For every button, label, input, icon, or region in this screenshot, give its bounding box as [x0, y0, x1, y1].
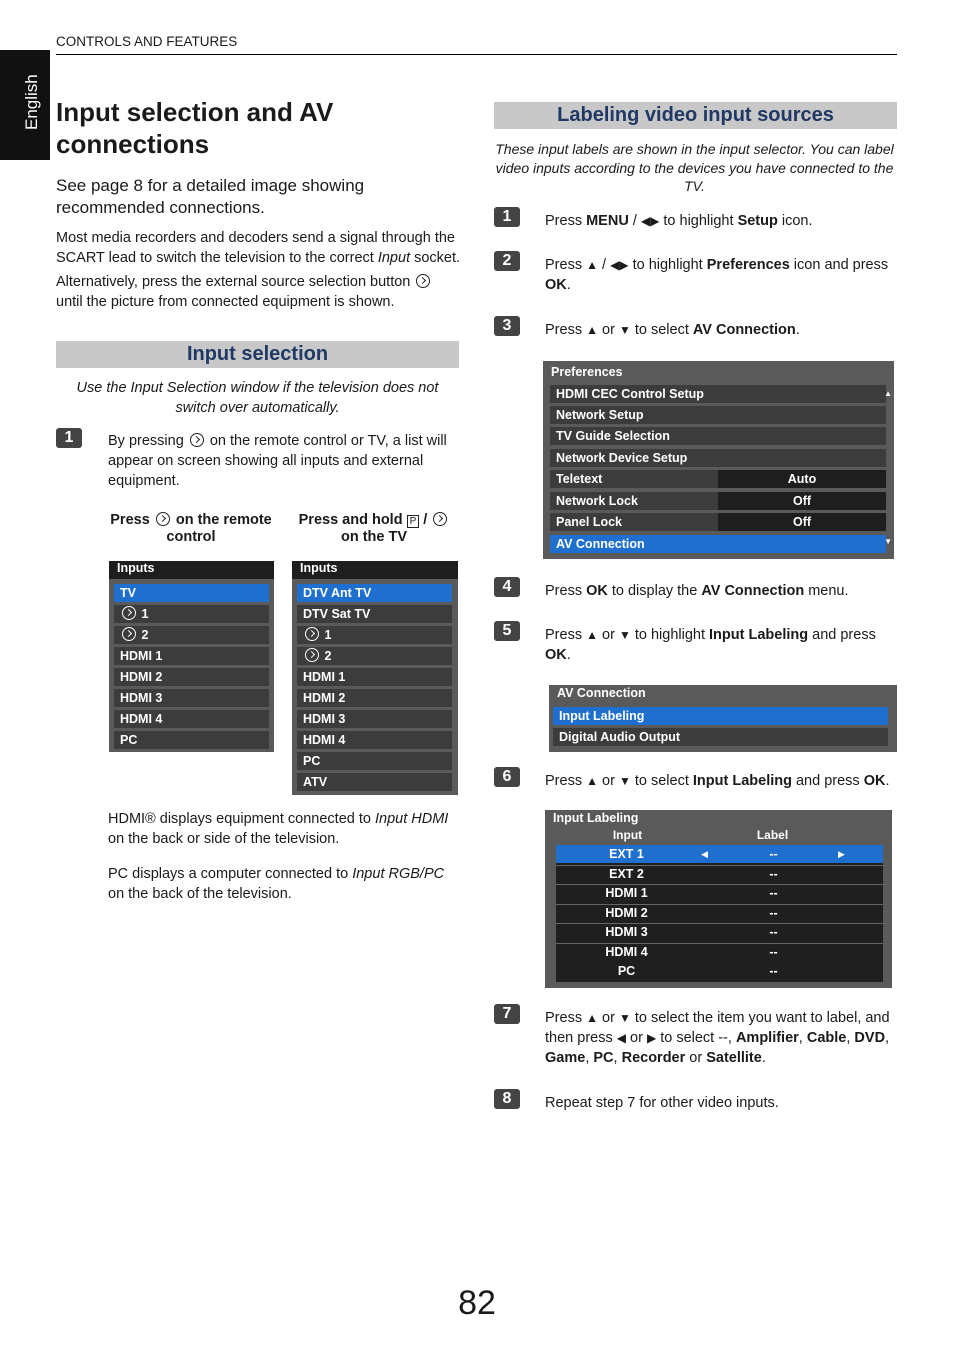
hdmi-note: HDMI® displays equipment connected to Input HDMI on the back or side of the television.	[108, 811, 449, 847]
arrow-left-icon[interactable]: ◀	[701, 849, 708, 859]
menu-item[interactable]: HDMI 4	[114, 710, 269, 728]
step-badge: 2	[494, 251, 520, 271]
scroll-down-icon[interactable]: ▼	[884, 537, 892, 546]
menu-item[interactable]: HDMI 3	[114, 689, 269, 707]
menu-title: AV Connection	[557, 686, 646, 700]
menu-item[interactable]: Network Device Setup	[550, 449, 886, 467]
step-badge: 1	[494, 207, 520, 227]
source-icon	[190, 433, 204, 447]
step-7-text: Press ▲ or ▼ to select the item you want to label, and then press ◀ or ▶ to select --, Amplifier, Cable, DVD, Game, PC, Recorder or Satellite.	[545, 1010, 890, 1066]
step-badge: 5	[494, 621, 520, 641]
menu-item[interactable]: AV Connection	[550, 535, 886, 553]
table-row[interactable]: HDMI 1 --	[556, 884, 883, 885]
tv-column-heading: Press and hold P / on the TV	[292, 512, 456, 546]
input-selection-heading: Input selection	[56, 341, 459, 368]
p-button-icon: P	[407, 515, 420, 528]
menu-item[interactable]: HDMI 1	[114, 647, 269, 665]
preferences-menu	[543, 361, 894, 559]
menu-item[interactable]: ATV	[297, 773, 452, 791]
pc-note: PC displays a computer connected to Input RGB/PC on the back of the television.	[108, 866, 445, 902]
menu-title: Preferences	[551, 365, 623, 379]
menu-item[interactable]: 1	[297, 626, 452, 644]
menu-item[interactable]: Network Lock Off	[550, 492, 886, 510]
intro-paragraph-1: Most media recorders and decoders send a signal through the SCART lead to switch the television to the correct Input socket.	[56, 230, 461, 266]
step-1-text: Press MENU / ◀▶ to highlight Setup icon.	[545, 213, 813, 229]
step-5-text: Press ▲ or ▼ to highlight Input Labeling and press OK.	[545, 627, 876, 663]
setting-value: Off	[718, 492, 886, 510]
step-badge: 8	[494, 1089, 520, 1109]
menu-item[interactable]: Teletext Auto	[550, 470, 886, 488]
menu-item[interactable]: HDMI 1	[297, 668, 452, 686]
menu-item[interactable]: HDMI 2	[297, 689, 452, 707]
inputs-menu-remote	[109, 561, 274, 752]
language-tab	[0, 50, 50, 160]
source-icon	[122, 606, 136, 620]
page-number: 82	[458, 1284, 496, 1322]
menu-item[interactable]: 2	[114, 626, 269, 644]
step-1-text: By pressing on the remote control or TV, a list will appear on screen showing all inputs and external equipment.	[108, 433, 447, 489]
table-row[interactable]: HDMI 4 --	[556, 943, 883, 944]
step-3-text: Press ▲ or ▼ to select AV Connection.	[545, 322, 800, 338]
page-title: Input selection and AV connections	[56, 97, 334, 159]
table-row[interactable]: HDMI 2 --	[556, 904, 883, 905]
lead-text: See page 8 for a detailed image showing recommended connections.	[56, 176, 365, 217]
menu-item[interactable]: 2	[297, 647, 452, 665]
header-rule	[56, 54, 897, 55]
source-icon	[416, 274, 430, 288]
menu-item[interactable]: Digital Audio Output	[553, 728, 888, 746]
step-4-text: Press OK to display the AV Connection menu.	[545, 583, 849, 599]
menu-title: Inputs	[117, 561, 155, 575]
input-labeling-menu: Input Labeling Input Label EXT 1 ◀ -- ▶ EXT 2 -- HDMI 1 -- HDMI 2 -- HDMI 3 -- HDMI 4 -- PC --	[545, 810, 892, 988]
source-icon	[305, 627, 319, 641]
setting-value: Off	[718, 513, 886, 531]
table-row[interactable]: EXT 2 --	[556, 865, 883, 866]
language-label: English	[22, 74, 41, 130]
menu-item[interactable]: Input Labeling	[553, 707, 888, 725]
menu-item[interactable]: HDMI 3	[297, 710, 452, 728]
menu-item[interactable]: TV Guide Selection	[550, 427, 886, 445]
menu-item[interactable]: Panel Lock Off	[550, 513, 886, 531]
input-column-header: Input	[612, 828, 643, 842]
step-2-text: Press ▲ / ◀▶ to highlight Preferences icon and press OK.	[545, 257, 889, 293]
input-selection-note: Use the Input Selection window if the television does not switch over automatically.	[76, 380, 439, 416]
labeling-note: These input labels are shown in the input selector. You can label video inputs according to the devices you have connected to the TV.	[495, 141, 894, 194]
step-8-text: Repeat step 7 for other video inputs.	[545, 1095, 779, 1111]
av-connection-menu	[549, 685, 897, 752]
menu-item[interactable]: PC	[114, 731, 269, 749]
inputs-menu-tv	[292, 561, 458, 795]
step-badge: 3	[494, 316, 520, 336]
label-column-header: Label	[756, 828, 789, 842]
menu-item[interactable]: TV	[114, 584, 269, 602]
source-icon	[433, 512, 447, 526]
step-badge: 6	[494, 767, 520, 787]
menu-item[interactable]: PC	[297, 752, 452, 770]
table-row[interactable]: EXT 1 ◀ -- ▶	[556, 845, 883, 863]
intro-paragraph-2: Alternatively, press the external source selection button until the picture from connected equipment is shown.	[56, 272, 461, 312]
menu-item[interactable]: 1	[114, 605, 269, 623]
menu-item[interactable]: DTV Sat TV	[297, 605, 452, 623]
source-icon	[122, 627, 136, 641]
step-6-text: Press ▲ or ▼ to select Input Labeling and press OK.	[545, 773, 890, 789]
menu-item[interactable]: HDMI 4	[297, 731, 452, 749]
menu-item[interactable]: Network Setup	[550, 406, 886, 424]
labeling-heading: Labeling video input sources	[494, 102, 897, 129]
remote-column-heading: Press on the remote control	[110, 512, 272, 545]
table-row[interactable]: HDMI 3 --	[556, 923, 883, 924]
menu-title: Inputs	[300, 561, 338, 575]
step-badge: 4	[494, 577, 520, 597]
source-icon	[305, 648, 319, 662]
menu-item[interactable]: HDMI 2	[114, 668, 269, 686]
setting-value: Auto	[718, 470, 886, 488]
menu-title: Input Labeling	[553, 811, 639, 825]
step-1-badge: 1	[56, 428, 82, 448]
menu-item[interactable]: DTV Ant TV	[297, 584, 452, 602]
arrow-right-icon[interactable]: ▶	[838, 849, 845, 859]
step-badge: 7	[494, 1004, 520, 1024]
source-icon	[156, 512, 170, 526]
section-header: CONTROLS AND FEATURES	[56, 34, 238, 49]
menu-item[interactable]: HDMI CEC Control Setup	[550, 385, 886, 403]
scroll-up-icon[interactable]: ▲	[884, 389, 892, 398]
